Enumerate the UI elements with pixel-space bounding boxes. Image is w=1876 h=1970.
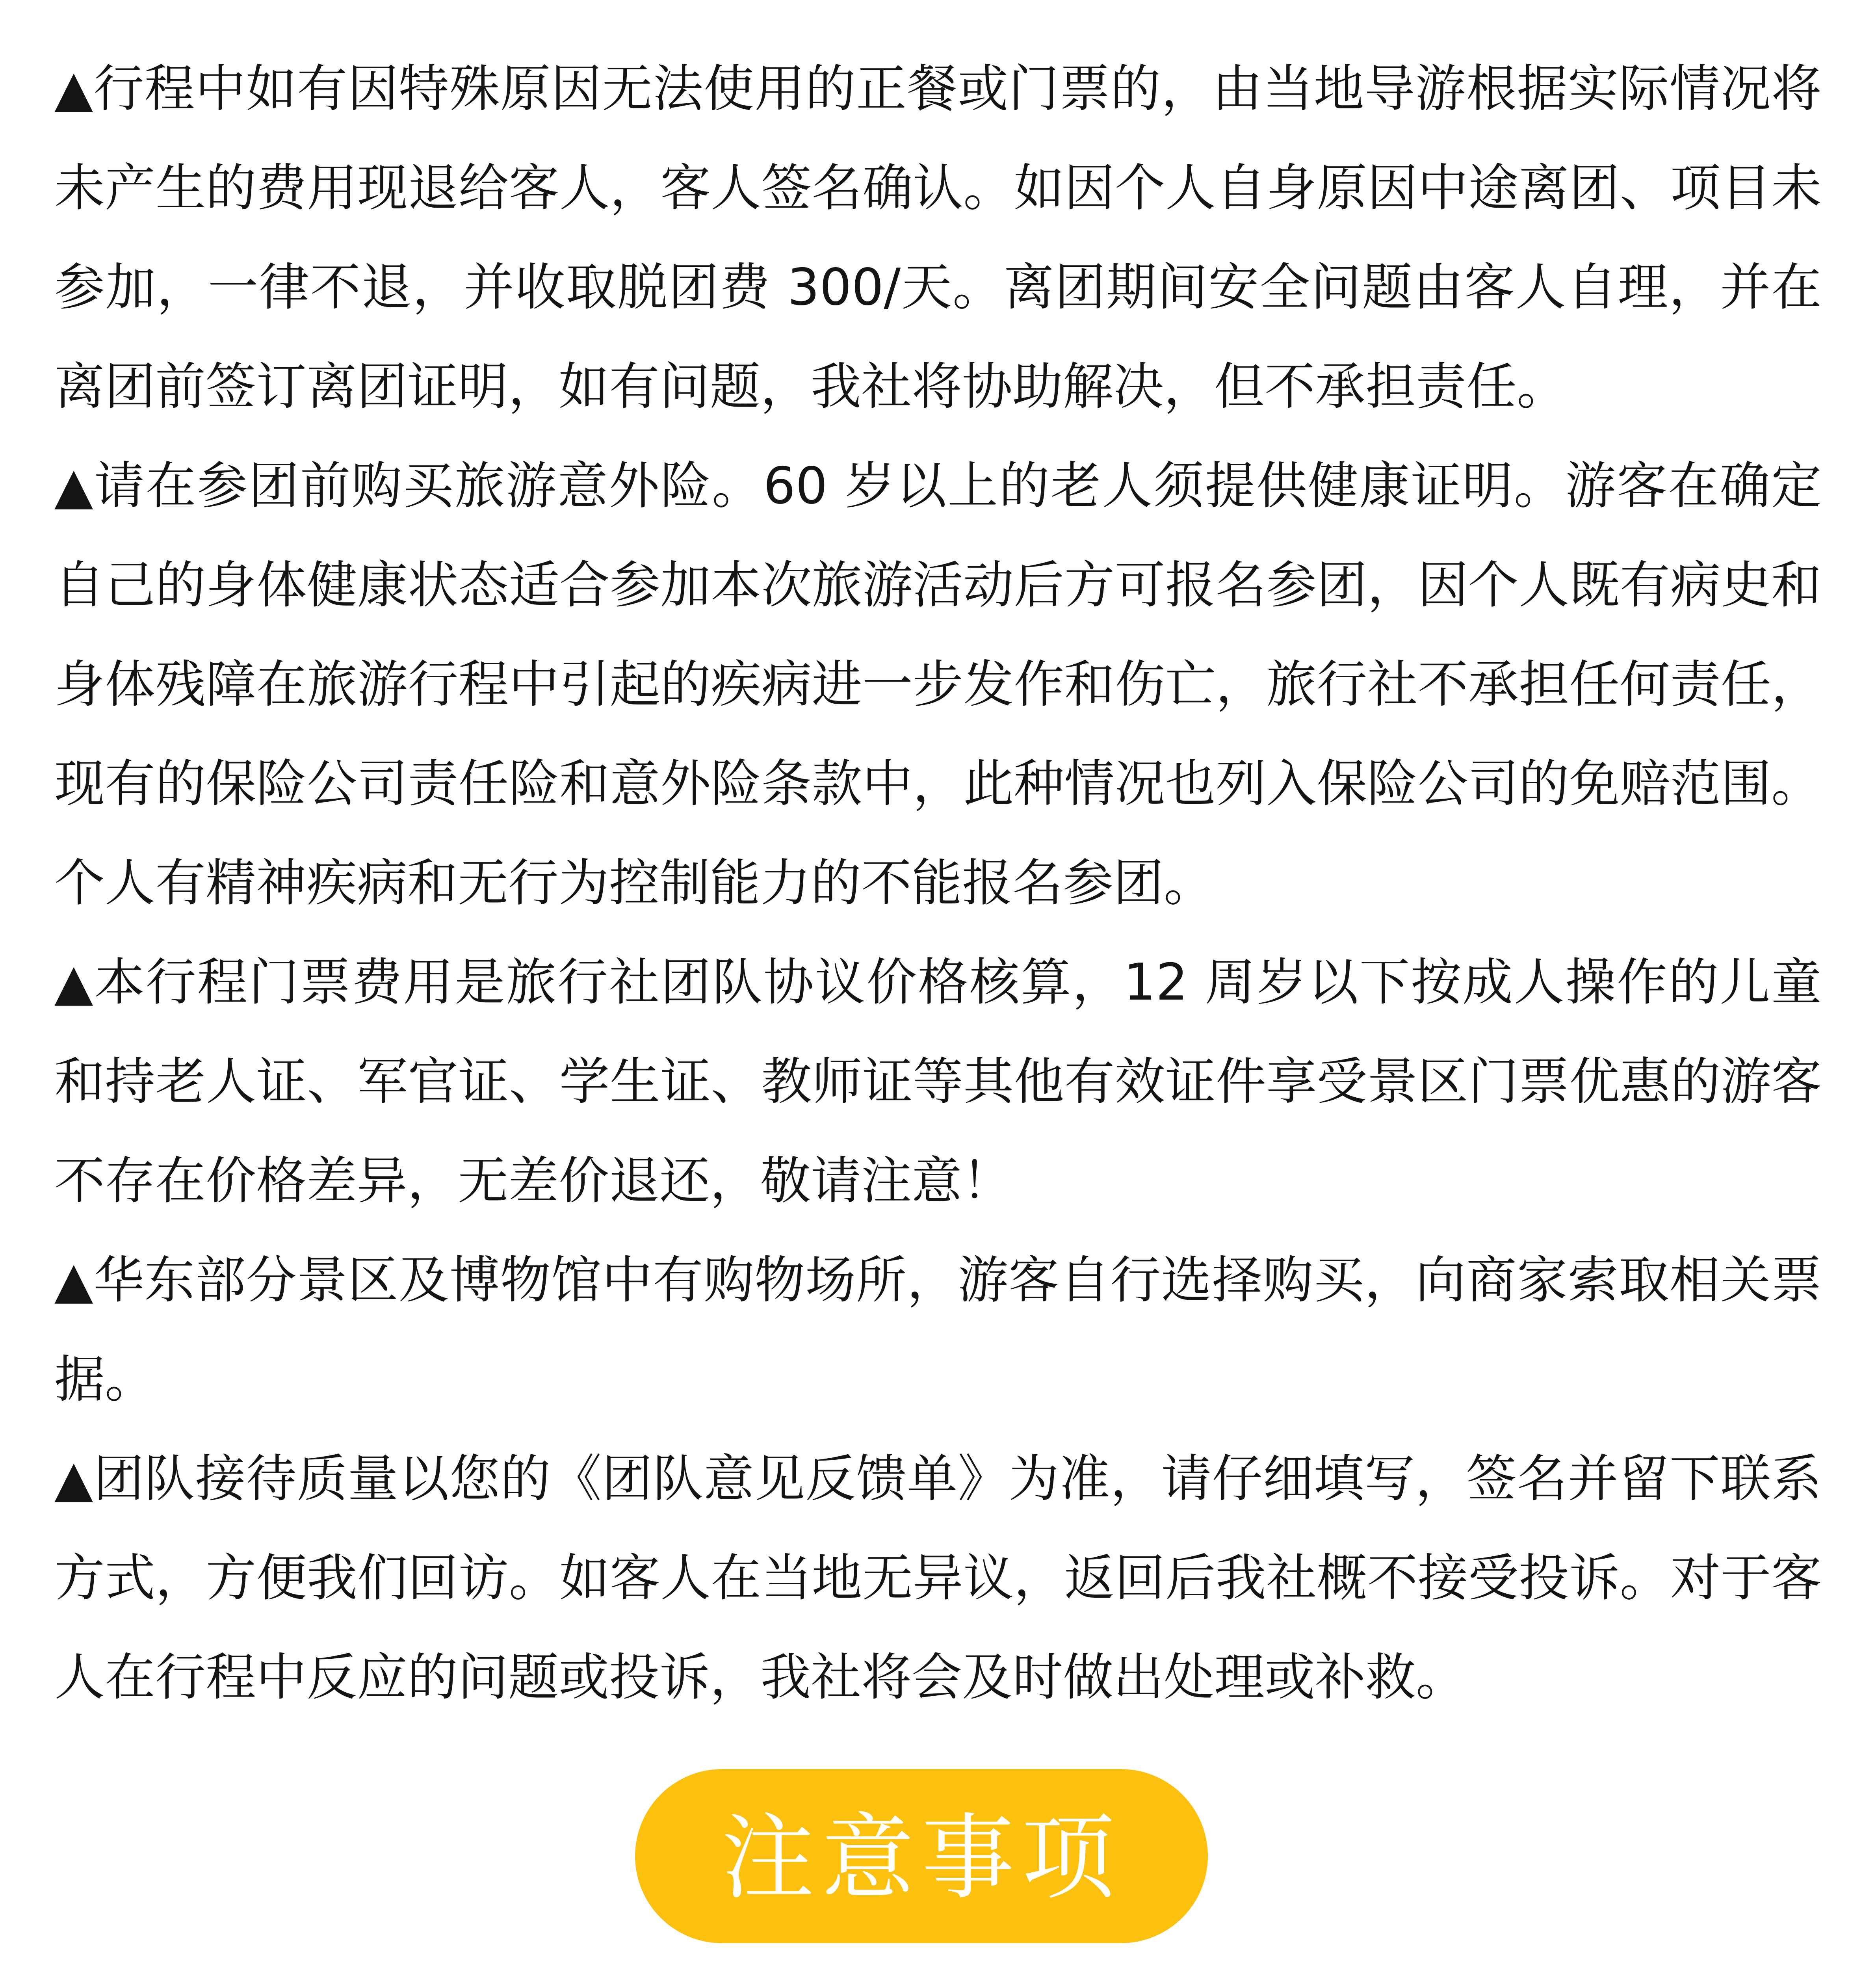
notice-accommodation-paragraph xyxy=(54,1955,1822,1970)
note-refund-paragraph: ▲行程中如有因特殊原因无法使用的正餐或门票的，由当地导游根据实际情况将未产生的费用现退给客人，客人签名确认。如因个人自身原因中途离团、项目未参加，一律不退，并收取脱团费 300/天。离团期间安全问题由客人自理，并在离团前签订离团证明，如有问题，我社将协助解决，但不承担责任。 xyxy=(54,59,1822,416)
section-title-badge xyxy=(635,1769,1208,1943)
section-title: 注意事项 xyxy=(721,1804,1122,1912)
note-feedback-paragraph: ▲团队接待质量以您的《团队意见反馈单》为准，请仔细填写，签名并留下联系方式，方便我们回访。如客人在当地无异议，返回后我社概不接受投诉。对于客人在行程中反应的问题或投诉，我社将会及时做出处理或补救。 xyxy=(54,1450,1822,1707)
note-ticket-price-paragraph: ▲本行程门票费用是旅行社团队协议价格核算，12 周岁以下按成人操作的儿童和持老人证、军官证、学生证、教师证等其他有效证件享受景区门票优惠的游客不存在价格差异，无差价退还，敬请注意！ xyxy=(54,953,1822,1210)
note-shopping-paragraph: ▲华东部分景区及博物馆中有购物场所，游客自行选择购买，向商家索取相关票据。 xyxy=(54,1251,1822,1409)
precautions-section xyxy=(54,1955,1822,1970)
travel-notes-section xyxy=(54,39,1822,1727)
note-insurance-paragraph: ▲请在参团前购买旅游意外险。60 岁以上的老人须提供健康证明。游客在确定自己的身体健康状态适合参加本次旅游活动后方可报名参团，因个人既有病史和身体残障在旅游行程中引起的疾病进一步发作和伤亡，旅行社不承担任何责任，现有的保险公司责任险和意外险条款中，此种情况也列入保险公司的免赔范围。个人有精神疾病和无行为控制能力的不能报名参团。 xyxy=(54,457,1822,913)
